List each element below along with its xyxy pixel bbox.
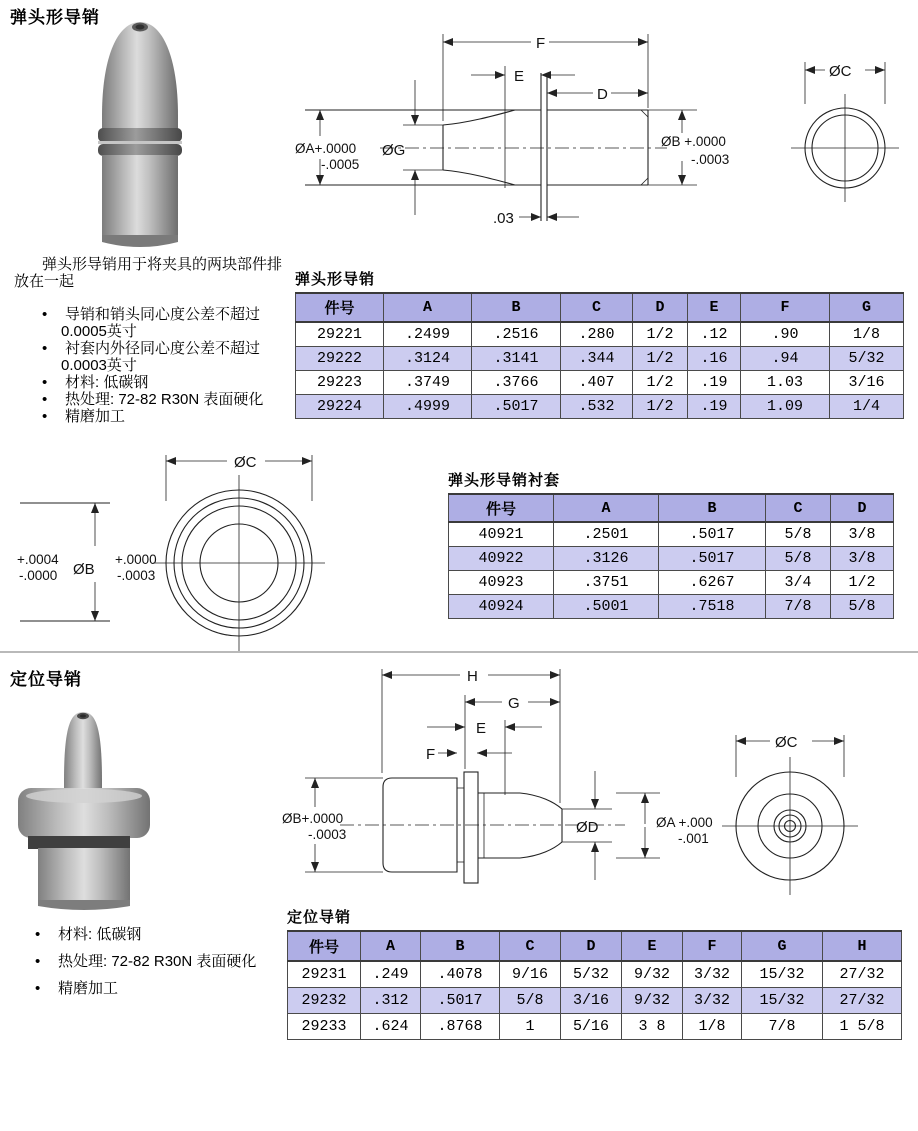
part-number-cell: 29224 bbox=[296, 394, 384, 418]
table-row bbox=[449, 522, 894, 546]
dim-label-groove: .03 bbox=[493, 210, 514, 227]
pin-dimensions-table bbox=[295, 292, 904, 419]
table-cell: 1.03 bbox=[741, 370, 830, 394]
table-row bbox=[288, 961, 902, 987]
column-header: B bbox=[659, 494, 766, 522]
table-row bbox=[288, 987, 902, 1013]
table-cell: 5/32 bbox=[830, 346, 904, 370]
column-header: D bbox=[831, 494, 894, 522]
part-number-cell: 40923 bbox=[449, 570, 554, 594]
bushing-bore-tol-minus: -.0000 bbox=[19, 568, 58, 583]
table-cell: 3/16 bbox=[830, 370, 904, 394]
column-header: C bbox=[766, 494, 831, 522]
spec-item: • 导销和销头同心度公差不超过 0.0005英寸 bbox=[38, 306, 290, 340]
table-cell: .5017 bbox=[472, 394, 561, 418]
table-cell: 5/8 bbox=[500, 987, 561, 1013]
dim-label-dia-a: ØA +.000 bbox=[656, 815, 713, 830]
spec-item: • 精磨加工 bbox=[38, 408, 290, 425]
table-cell: .407 bbox=[561, 370, 633, 394]
table-cell: .19 bbox=[688, 394, 741, 418]
dim-label-e: E bbox=[514, 68, 525, 85]
dim-label-dia-b: ØB +.0000 bbox=[661, 134, 726, 149]
pin-end-view bbox=[791, 62, 899, 202]
bushing-bore-tol-plus: +.0004 bbox=[17, 552, 59, 567]
locating-pin-table-caption: 定位导销 bbox=[287, 909, 352, 926]
table-cell: 9/32 bbox=[622, 987, 683, 1013]
table-cell: 3 8 bbox=[622, 1013, 683, 1039]
bushing-dia-c: ØC bbox=[234, 454, 257, 471]
table-cell: 1 5/8 bbox=[823, 1013, 902, 1039]
column-header: B bbox=[421, 931, 500, 961]
dim-label-dia-g: ØG bbox=[382, 142, 406, 159]
table-cell: 7/8 bbox=[766, 594, 831, 618]
table-cell: .249 bbox=[361, 961, 421, 987]
table-cell: .532 bbox=[561, 394, 633, 418]
column-header: B bbox=[472, 293, 561, 322]
column-header: 件号 bbox=[296, 293, 384, 322]
locating-pin-photo bbox=[16, 700, 166, 915]
table-cell: 27/32 bbox=[823, 961, 902, 987]
bushing-dia-b-tol-plus: +.0000 bbox=[115, 552, 157, 567]
locating-pin-side-view bbox=[305, 669, 660, 883]
dim-label-dia-b: ØB+.0000 bbox=[282, 811, 344, 826]
table-cell: .5017 bbox=[659, 546, 766, 570]
locating-pin-end-view bbox=[722, 734, 858, 895]
column-header: G bbox=[830, 293, 904, 322]
spec-item: • 材料: 低碳钢 bbox=[31, 926, 293, 944]
pin-table-caption: 弹头形导销 bbox=[295, 271, 376, 288]
dim-label-dia-d: ØD bbox=[576, 819, 599, 836]
spec-item: • 精磨加工 bbox=[31, 980, 293, 998]
column-header: G bbox=[742, 931, 823, 961]
locating-pin-drawing bbox=[280, 655, 918, 907]
locating-pin-dimensions-table bbox=[287, 930, 902, 1040]
dim-label-d: D bbox=[597, 86, 608, 103]
table-cell: .5017 bbox=[659, 522, 766, 546]
table-cell: .5017 bbox=[421, 987, 500, 1013]
table-cell: 1.09 bbox=[741, 394, 830, 418]
pin-side-view bbox=[305, 34, 697, 221]
table-cell: 1/2 bbox=[633, 346, 688, 370]
column-header: D bbox=[633, 293, 688, 322]
table-cell: .16 bbox=[688, 346, 741, 370]
part-number-cell: 29223 bbox=[296, 370, 384, 394]
table-cell: .312 bbox=[361, 987, 421, 1013]
spec-item: • 材料: 低碳钢 bbox=[38, 374, 290, 391]
column-header: E bbox=[622, 931, 683, 961]
column-header: 件号 bbox=[288, 931, 361, 961]
pin-table-block bbox=[295, 268, 904, 419]
table-row bbox=[296, 370, 904, 394]
column-header: A bbox=[554, 494, 659, 522]
table-cell: 1/4 bbox=[830, 394, 904, 418]
table-header-row bbox=[296, 293, 904, 322]
pin-dimensions bbox=[295, 35, 729, 227]
bullet-pin-drawing bbox=[285, 18, 918, 250]
table-cell: .344 bbox=[561, 346, 633, 370]
dim-label-h: H bbox=[467, 668, 478, 685]
table-row bbox=[449, 570, 894, 594]
column-header: F bbox=[683, 931, 742, 961]
column-header: E bbox=[688, 293, 741, 322]
table-cell: .3766 bbox=[472, 370, 561, 394]
column-header: C bbox=[500, 931, 561, 961]
table-cell: .280 bbox=[561, 322, 633, 346]
table-row bbox=[296, 346, 904, 370]
table-row bbox=[296, 394, 904, 418]
table-row bbox=[296, 322, 904, 346]
table-cell: 7/8 bbox=[742, 1013, 823, 1039]
table-cell: .2501 bbox=[554, 522, 659, 546]
bushing-dia-b: ØB bbox=[73, 561, 95, 578]
table-cell: 3/32 bbox=[683, 987, 742, 1013]
part-number-cell: 40921 bbox=[449, 522, 554, 546]
column-header: C bbox=[561, 293, 633, 322]
dim-label-g: G bbox=[508, 695, 520, 712]
table-cell: 1/2 bbox=[633, 370, 688, 394]
table-row bbox=[449, 546, 894, 570]
table-cell: .5001 bbox=[554, 594, 659, 618]
table-cell: 1/8 bbox=[683, 1013, 742, 1039]
bushing-dia-b-tol-minus: -.0003 bbox=[117, 568, 156, 583]
table-cell: .2499 bbox=[384, 322, 472, 346]
table-cell: 1/2 bbox=[633, 394, 688, 418]
table-header-row bbox=[288, 931, 902, 961]
locating-pin-table-block bbox=[287, 906, 902, 1040]
part-number-cell: 29221 bbox=[296, 322, 384, 346]
table-cell: .94 bbox=[741, 346, 830, 370]
table-cell: .2516 bbox=[472, 322, 561, 346]
table-cell: 1/8 bbox=[830, 322, 904, 346]
column-header: A bbox=[361, 931, 421, 961]
section1-intro: 弹头形导销用于将夹具的两块部件排放在一起 bbox=[14, 256, 283, 290]
table-cell: 3/4 bbox=[766, 570, 831, 594]
table-row bbox=[449, 594, 894, 618]
dim-label-dia-a-tol: -.0005 bbox=[321, 157, 360, 172]
column-header: A bbox=[384, 293, 472, 322]
part-number-cell: 29222 bbox=[296, 346, 384, 370]
table-cell: 3/32 bbox=[683, 961, 742, 987]
table-cell: 5/32 bbox=[561, 961, 622, 987]
table-cell: 3/8 bbox=[831, 546, 894, 570]
column-header: 件号 bbox=[449, 494, 554, 522]
table-cell: .8768 bbox=[421, 1013, 500, 1039]
section2-title: 定位导销 bbox=[10, 670, 82, 689]
dim-label-e: E bbox=[476, 720, 487, 737]
column-header: D bbox=[561, 931, 622, 961]
spec-item: • 热处理: 72-82 R30N 表面硬化 bbox=[38, 391, 290, 408]
bushing-table-caption: 弹头形导销衬套 bbox=[448, 472, 561, 489]
table-cell: .624 bbox=[361, 1013, 421, 1039]
bushing-dimensions-table bbox=[448, 493, 894, 619]
dim-label-dia-b-tol: -.0003 bbox=[308, 827, 347, 842]
bullet-pin-photo bbox=[70, 16, 210, 252]
section2-spec-list bbox=[31, 926, 293, 1007]
table-row bbox=[288, 1013, 902, 1039]
dim-label-dia-c: ØC bbox=[775, 734, 798, 751]
table-cell: .90 bbox=[741, 322, 830, 346]
part-number-cell: 29232 bbox=[288, 987, 361, 1013]
table-cell: 5/8 bbox=[766, 546, 831, 570]
part-number-cell: 29231 bbox=[288, 961, 361, 987]
section1-spec-list bbox=[38, 306, 290, 425]
locating-pin-dimensions bbox=[282, 668, 713, 880]
table-cell: 5/8 bbox=[766, 522, 831, 546]
spec-item: • 衬套内外径同心度公差不超过 0.0003英寸 bbox=[38, 340, 290, 374]
table-cell: 9/16 bbox=[500, 961, 561, 987]
table-cell: 3/8 bbox=[831, 522, 894, 546]
table-cell: .4078 bbox=[421, 961, 500, 987]
section1-title: 弹头形导销 bbox=[10, 8, 100, 27]
table-cell: 3/16 bbox=[561, 987, 622, 1013]
section-divider bbox=[0, 651, 918, 653]
table-cell: 1 bbox=[500, 1013, 561, 1039]
column-header: H bbox=[823, 931, 902, 961]
table-cell: .6267 bbox=[659, 570, 766, 594]
table-cell: 15/32 bbox=[742, 961, 823, 987]
table-cell: .4999 bbox=[384, 394, 472, 418]
spec-item: • 热处理: 72-82 R30N 表面硬化 bbox=[31, 953, 293, 971]
table-cell: .3751 bbox=[554, 570, 659, 594]
table-cell: .3141 bbox=[472, 346, 561, 370]
table-cell: 27/32 bbox=[823, 987, 902, 1013]
table-cell: .7518 bbox=[659, 594, 766, 618]
table-cell: .3749 bbox=[384, 370, 472, 394]
table-cell: 5/8 bbox=[831, 594, 894, 618]
part-number-cell: 40924 bbox=[449, 594, 554, 618]
table-cell: 1/2 bbox=[633, 322, 688, 346]
table-cell: .3126 bbox=[554, 546, 659, 570]
bushing-table-block bbox=[448, 469, 894, 619]
dim-label-dia-a-tol: -.001 bbox=[678, 831, 709, 846]
part-number-cell: 40922 bbox=[449, 546, 554, 570]
table-cell: 5/16 bbox=[561, 1013, 622, 1039]
table-cell: .3124 bbox=[384, 346, 472, 370]
bushing-drawing bbox=[15, 443, 335, 655]
part-number-cell: 29233 bbox=[288, 1013, 361, 1039]
dim-label-dia-c: ØC bbox=[829, 63, 852, 80]
table-cell: .12 bbox=[688, 322, 741, 346]
dim-label-f: F bbox=[426, 746, 436, 763]
table-cell: .19 bbox=[688, 370, 741, 394]
column-header: F bbox=[741, 293, 830, 322]
table-cell: 9/32 bbox=[622, 961, 683, 987]
dim-label-dia-a: ØA+.0000 bbox=[295, 141, 357, 156]
dim-label-f: F bbox=[536, 35, 546, 52]
dim-label-dia-b-tol: -.0003 bbox=[691, 152, 730, 167]
table-cell: 1/2 bbox=[831, 570, 894, 594]
table-header-row bbox=[449, 494, 894, 522]
bushing-end-view bbox=[153, 454, 325, 651]
table-cell: 15/32 bbox=[742, 987, 823, 1013]
